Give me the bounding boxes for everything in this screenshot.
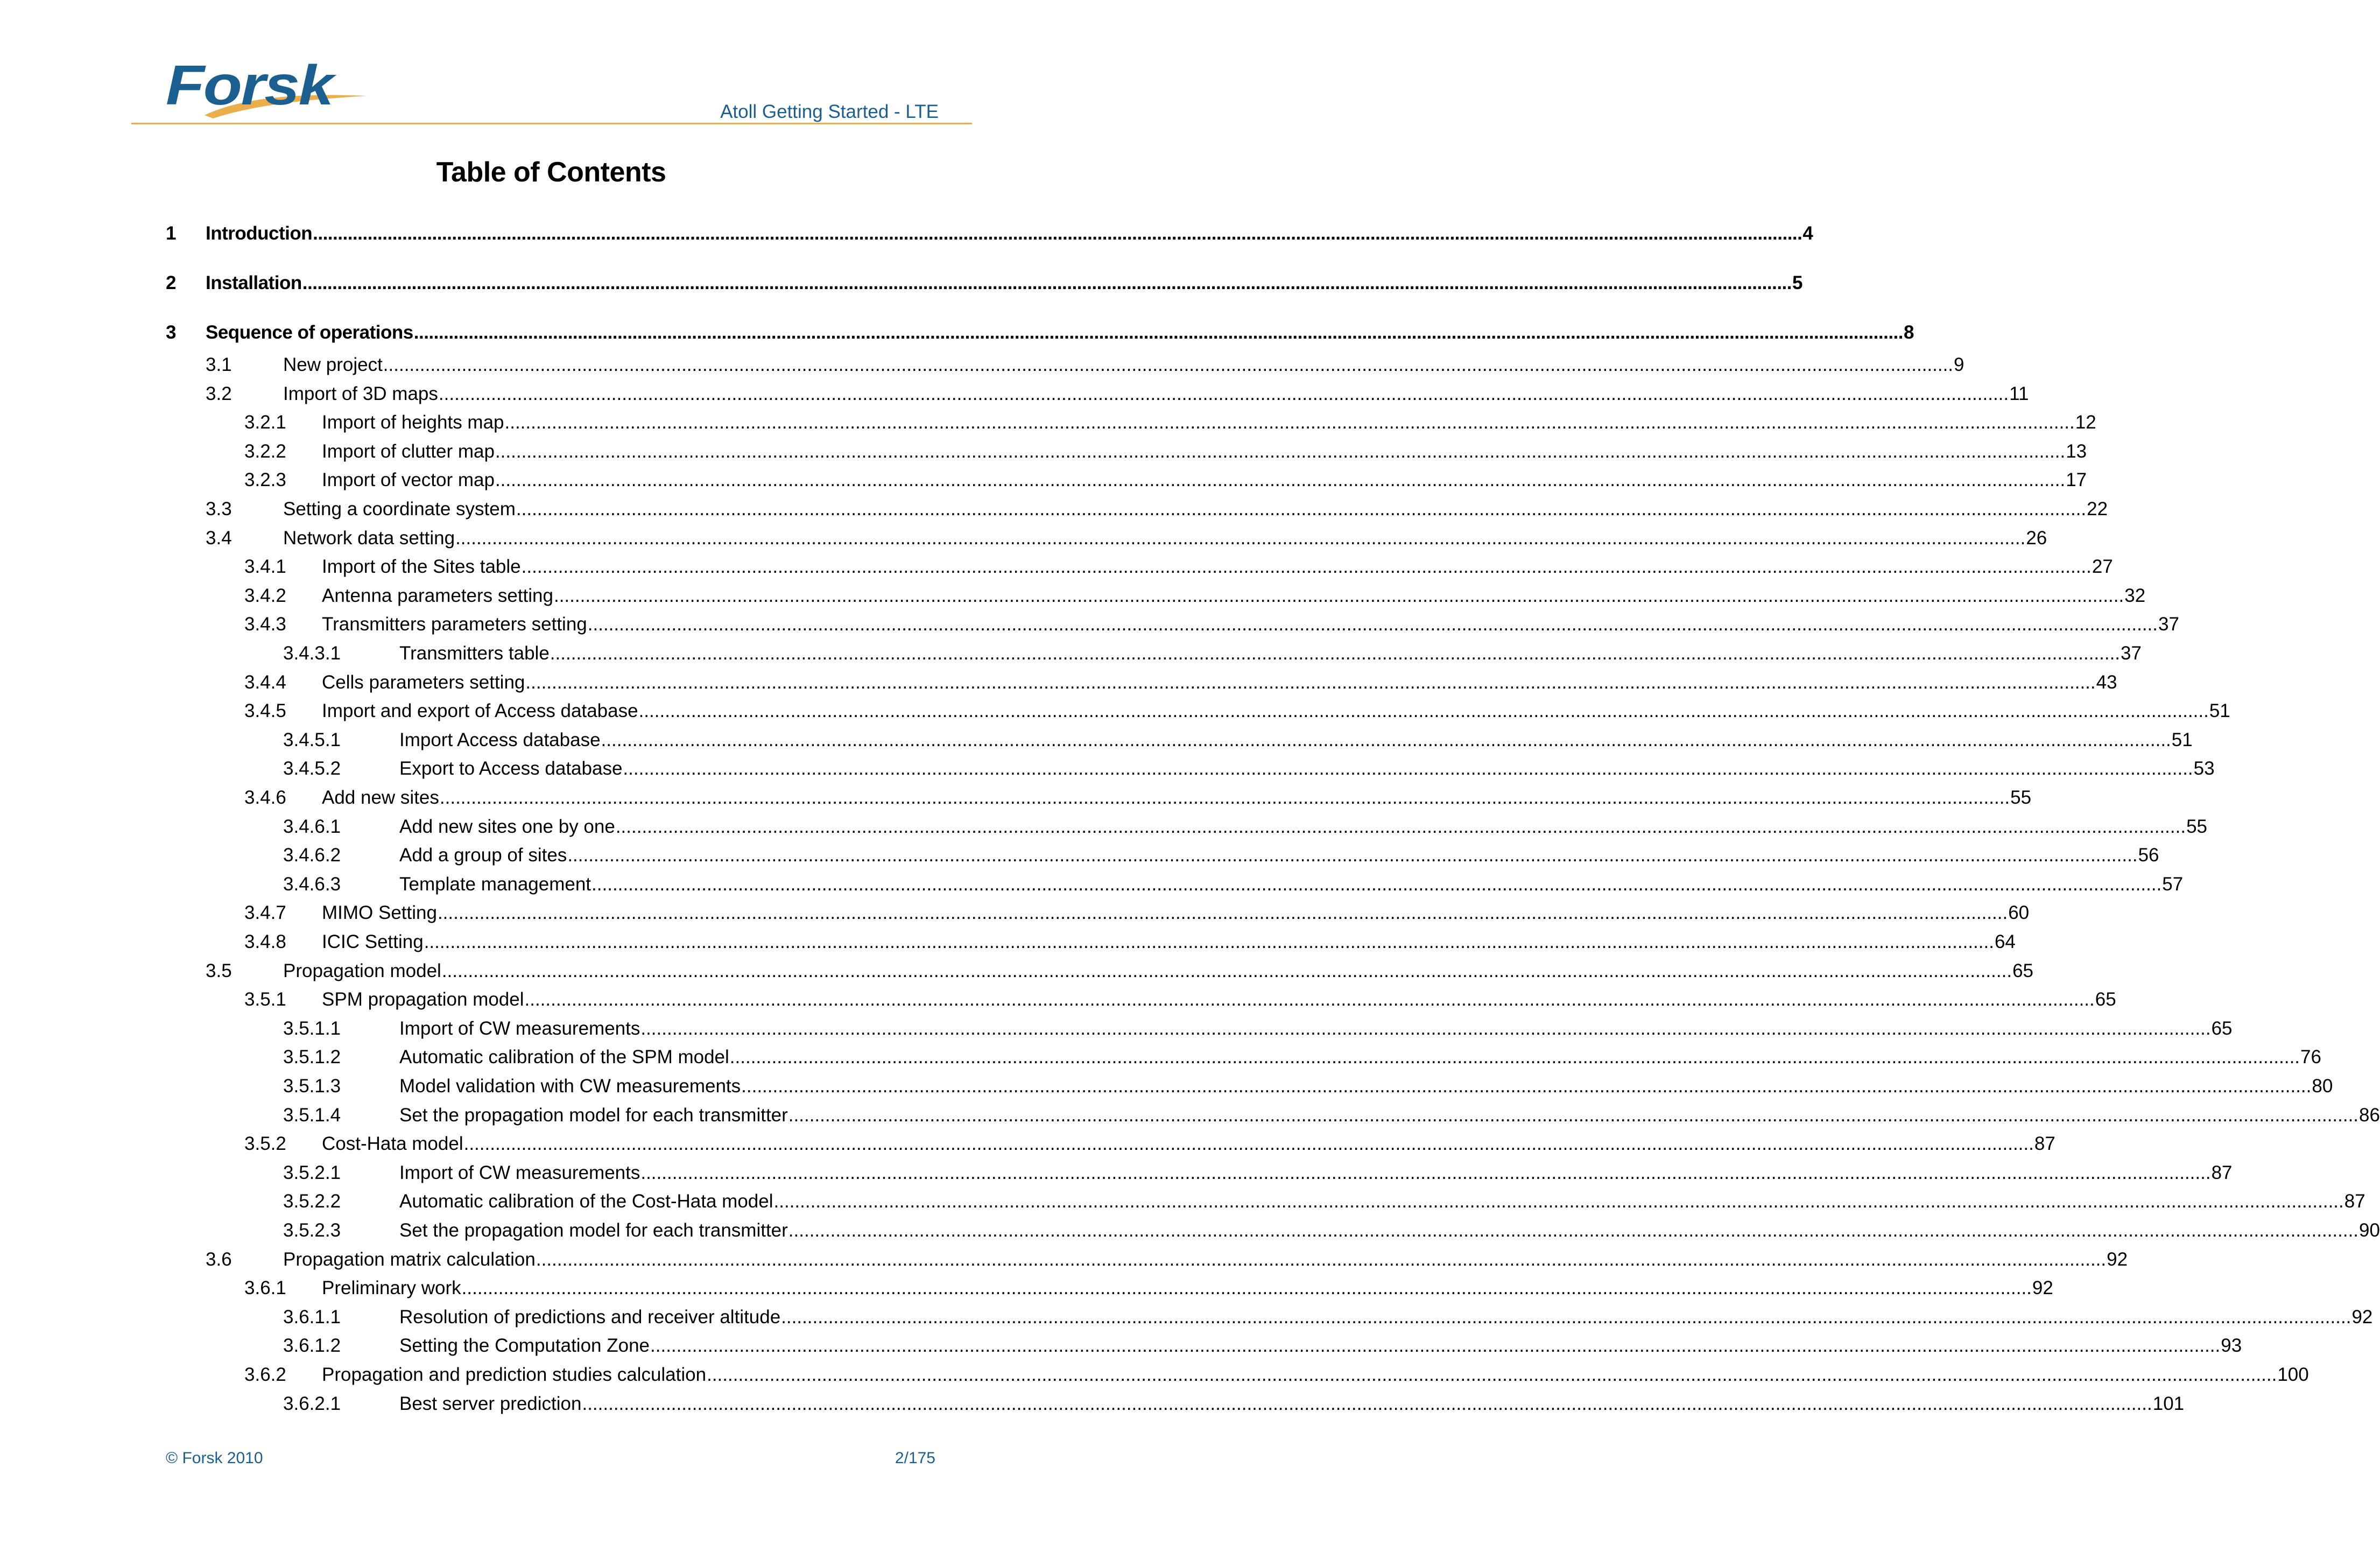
toc-entry[interactable] bbox=[0, 1045, 2321, 1069]
toc-entry[interactable] bbox=[0, 901, 2030, 925]
toc-entry[interactable] bbox=[0, 1305, 2373, 1329]
toc-entry[interactable] bbox=[0, 757, 2215, 781]
dot-leader: ............................................................................................................................................................................................................................................................................................................ bbox=[640, 1018, 2211, 1039]
dot-leader: ............................................................................................................................................................................................................................................................................................................ bbox=[441, 960, 2012, 981]
toc-entry-label: New project bbox=[283, 354, 383, 375]
toc-entry-number: 3.5.1 bbox=[244, 989, 286, 1010]
toc-entry-label: Set the propagation model for each transmitter bbox=[399, 1105, 788, 1126]
dot-leader: ............................................................................................................................................................................................................................................................................................................ bbox=[437, 902, 2008, 923]
dot-leader: ............................................................................................................................................................................................................................................................................................................ bbox=[781, 1307, 2351, 1328]
dot-leader: ............................................................................................................................................................................................................................................................................................................ bbox=[788, 1105, 2359, 1126]
toc-entry-page: 26 bbox=[2026, 528, 2047, 549]
toc-entry-page: 27 bbox=[2092, 556, 2113, 577]
toc-entry[interactable] bbox=[0, 988, 2116, 1012]
toc-entry-number: 3.6.1 bbox=[244, 1277, 286, 1298]
toc-title: Table of Contents bbox=[436, 157, 666, 188]
toc-entry-label: Automatic calibration of the Cost-Hata model bbox=[399, 1191, 773, 1212]
toc-entry-number: 3.2.2 bbox=[244, 441, 286, 462]
toc-entry[interactable] bbox=[0, 1132, 2055, 1156]
toc-entry-label: Import of vector map bbox=[322, 469, 495, 490]
toc-entry-number: 3.2.3 bbox=[244, 469, 286, 490]
toc-entry[interactable] bbox=[0, 584, 2146, 608]
toc-entry[interactable] bbox=[0, 1334, 2242, 1358]
toc-entry-page: 12 bbox=[2075, 412, 2096, 433]
toc-entry-label: Cost-Hata model bbox=[322, 1133, 463, 1154]
toc-entry[interactable] bbox=[0, 497, 2108, 521]
toc-entry-label: Propagation and prediction studies calculation bbox=[322, 1364, 707, 1385]
toc-entry-label: Import of heights map bbox=[322, 412, 504, 433]
toc-entry[interactable] bbox=[0, 613, 2179, 636]
toc-entry[interactable] bbox=[0, 382, 2029, 406]
dot-leader: ............................................................................................................................................................................................................................................................................................................ bbox=[623, 758, 2193, 779]
toc-entry-page: 37 bbox=[2158, 614, 2179, 635]
dot-leader: ............................................................................................................................................................................................................................................................................................................ bbox=[638, 700, 2209, 721]
toc-entry-number: 3.1 bbox=[206, 354, 232, 375]
toc-entry[interactable] bbox=[0, 271, 1802, 295]
toc-entry-page: 93 bbox=[2221, 1335, 2242, 1356]
toc-entry-number: 3.5.1.3 bbox=[283, 1076, 341, 1097]
toc-entry-page: 13 bbox=[2066, 441, 2087, 462]
toc-entry-number: 3.5.2.3 bbox=[283, 1220, 341, 1241]
toc-entry-page: 22 bbox=[2087, 498, 2108, 519]
toc-entry[interactable] bbox=[0, 642, 2142, 665]
toc-entry-label: Network data setting bbox=[283, 528, 455, 549]
toc-entry[interactable] bbox=[0, 873, 2184, 896]
toc-entry-page: 32 bbox=[2124, 585, 2146, 606]
toc-entry-label: Antenna parameters setting bbox=[322, 585, 553, 606]
toc-entry-label: SPM propagation model bbox=[322, 989, 524, 1010]
toc-entry[interactable] bbox=[0, 1363, 2309, 1387]
toc-entry-number: 3.6.1.2 bbox=[283, 1335, 341, 1356]
toc-entry-page: 57 bbox=[2162, 874, 2184, 895]
toc-entry-page: 101 bbox=[2152, 1393, 2185, 1414]
toc-entry-page: 37 bbox=[2121, 643, 2142, 664]
toc-entry-number: 3.5.1.1 bbox=[283, 1018, 341, 1039]
toc-entry-page: 64 bbox=[1994, 931, 2016, 952]
toc-entry[interactable] bbox=[0, 321, 1914, 345]
toc-entry-number: 3.4.4 bbox=[244, 672, 286, 693]
toc-entry[interactable] bbox=[0, 1248, 2128, 1272]
dot-leader: ............................................................................................................................................................................................................................................................................................................ bbox=[741, 1076, 2312, 1097]
toc-entry-number: 3.6 bbox=[206, 1249, 232, 1270]
toc-entry[interactable] bbox=[0, 815, 2208, 839]
toc-entry-number: 3.4.6.2 bbox=[283, 845, 341, 866]
toc-entry[interactable] bbox=[0, 468, 2087, 492]
toc-entry-label: Transmitters parameters setting bbox=[322, 614, 587, 635]
toc-entry-number: 3.4.8 bbox=[244, 931, 286, 952]
toc-entry-page: 65 bbox=[2211, 1018, 2233, 1039]
toc-entry-number: 3.4.5.2 bbox=[283, 758, 341, 779]
toc-entry[interactable] bbox=[0, 1219, 2380, 1242]
dot-leader: ............................................................................................................................................................................................................................................................................................................ bbox=[495, 469, 2066, 490]
toc-entry-number: 3.4.2 bbox=[244, 585, 286, 606]
toc-entry-number: 3.5.2 bbox=[244, 1133, 286, 1154]
logo-wordmark: Forsk bbox=[166, 54, 337, 117]
dot-leader: ............................................................................................................................................................................................................................................................................................................ bbox=[463, 1133, 2034, 1154]
toc-entry-label: Automatic calibration of the SPM model bbox=[399, 1047, 729, 1068]
toc-entry[interactable] bbox=[0, 671, 2117, 694]
toc-entry-page: 9 bbox=[1954, 354, 1964, 375]
toc-entry-label: Sequence of operations bbox=[206, 322, 413, 343]
toc-entry-page: 76 bbox=[2300, 1047, 2321, 1068]
dot-leader: ............................................................................................................................................................................................................................................................................................................ bbox=[773, 1191, 2344, 1212]
toc-entry-label: ICIC Setting bbox=[322, 931, 424, 952]
toc-entry[interactable] bbox=[0, 411, 2096, 434]
toc-entry-number: 2 bbox=[166, 272, 176, 293]
toc-entry-number: 3.4.7 bbox=[244, 902, 286, 923]
dot-leader: ............................................................................................................................................................................................................................................................................................................ bbox=[504, 412, 2075, 433]
toc-entry-label: Model validation with CW measurements bbox=[399, 1076, 741, 1097]
dot-leader: ............................................................................................................................................................................................................................................................................................................ bbox=[592, 874, 2162, 895]
toc-entry-label: Export to Access database bbox=[399, 758, 623, 779]
toc-entry-number: 3.4.6.3 bbox=[283, 874, 341, 895]
toc-entry-label: Cells parameters setting bbox=[322, 672, 525, 693]
toc-entry-page: 4 bbox=[1802, 223, 1813, 244]
dot-leader: ............................................................................................................................................................................................................................................................................................................ bbox=[550, 643, 2121, 664]
toc-entry-number: 3.4.3 bbox=[244, 614, 286, 635]
toc-entry[interactable] bbox=[0, 728, 2193, 752]
toc-entry-number: 3.2 bbox=[206, 383, 232, 404]
toc-entry-page: 43 bbox=[2096, 672, 2117, 693]
toc-entry-label: Import of 3D maps bbox=[283, 383, 438, 404]
toc-entry-label: Import Access database bbox=[399, 729, 601, 750]
toc-entry-number: 3.5.2.1 bbox=[283, 1162, 341, 1183]
dot-leader: ............................................................................................................................................................................................................................................................................................................ bbox=[302, 272, 1792, 293]
toc-entry-page: 55 bbox=[2010, 787, 2032, 808]
toc-entry[interactable] bbox=[0, 1104, 2380, 1127]
toc-entry-label: Setting the Computation Zone bbox=[399, 1335, 650, 1356]
toc-entry-label: Introduction bbox=[206, 223, 313, 244]
toc-entry-page: 87 bbox=[2344, 1191, 2365, 1212]
toc-entry-number: 3.4.6 bbox=[244, 787, 286, 808]
toc-entry[interactable] bbox=[0, 222, 1813, 245]
toc-entry-label: Import of CW measurements bbox=[399, 1018, 640, 1039]
toc-entry[interactable] bbox=[0, 1075, 2333, 1098]
dot-leader: ............................................................................................................................................................................................................................................................................................................ bbox=[516, 498, 2087, 519]
toc-entry-label: Import of the Sites table bbox=[322, 556, 521, 577]
toc-entry-page: 86 bbox=[2359, 1105, 2380, 1126]
toc-entry-label: Setting a coordinate system bbox=[283, 498, 516, 519]
footer-copyright: © Forsk 2010 bbox=[166, 1449, 263, 1467]
toc-entry-page: 8 bbox=[1904, 322, 1914, 343]
toc-entry[interactable] bbox=[0, 1276, 2053, 1300]
dot-leader: ............................................................................................................................................................................................................................................................................................................ bbox=[455, 528, 2026, 549]
dot-leader: ............................................................................................................................................................................................................................................................................................................ bbox=[424, 931, 1994, 952]
toc-entry-number: 3.4.5 bbox=[244, 700, 286, 721]
toc-entry[interactable] bbox=[0, 1392, 2185, 1416]
dot-leader: ............................................................................................................................................................................................................................................................................................................ bbox=[413, 322, 1903, 343]
toc-entry-label: Import and export of Access database bbox=[322, 700, 638, 721]
toc-entry-number: 3.2.1 bbox=[244, 412, 286, 433]
toc-entry[interactable] bbox=[0, 1161, 2233, 1185]
dot-leader: ............................................................................................................................................................................................................................................................................................................ bbox=[650, 1335, 2221, 1356]
dot-leader: ............................................................................................................................................................................................................................................................................................................ bbox=[383, 354, 1954, 375]
toc-entry[interactable] bbox=[0, 526, 2047, 550]
toc-entry-page: 11 bbox=[2009, 383, 2029, 404]
toc-entry-label: Add new sites bbox=[322, 787, 439, 808]
toc-entry-label: Preliminary work bbox=[322, 1277, 461, 1298]
toc-entry-number: 3.4.3.1 bbox=[283, 643, 341, 664]
toc-entry-number: 3.6.2 bbox=[244, 1364, 286, 1385]
toc-entry-label: Resolution of predictions and receiver altitude bbox=[399, 1307, 781, 1328]
toc-entry-label: Set the propagation model for each transmitter bbox=[399, 1220, 788, 1241]
toc-entry[interactable] bbox=[0, 786, 2032, 810]
toc-entry-page: 60 bbox=[2008, 902, 2030, 923]
dot-leader: ............................................................................................................................................................................................................................................................................................................ bbox=[536, 1249, 2107, 1270]
toc-entry-number: 1 bbox=[166, 223, 176, 244]
toc-entry[interactable] bbox=[0, 959, 2033, 983]
toc-entry[interactable] bbox=[0, 440, 2087, 464]
dot-leader: ............................................................................................................................................................................................................................................................................................................ bbox=[439, 787, 2010, 808]
toc-entry-label: Import of clutter map bbox=[322, 441, 495, 462]
toc-entry-page: 87 bbox=[2034, 1133, 2055, 1154]
toc-entry-label: Propagation model bbox=[283, 960, 441, 981]
toc-entry-number: 3.4.5.1 bbox=[283, 729, 341, 750]
dot-leader: ............................................................................................................................................................................................................................................................................................................ bbox=[524, 989, 2095, 1010]
toc-entry-number: 3.6.1.1 bbox=[283, 1307, 341, 1328]
toc-entry[interactable] bbox=[0, 844, 2159, 867]
toc-entry[interactable] bbox=[0, 1017, 2233, 1041]
dot-leader: ............................................................................................................................................................................................................................................................................................................ bbox=[640, 1162, 2211, 1183]
footer-page-number: 2/175 bbox=[895, 1449, 935, 1467]
toc-entry-number: 3.3 bbox=[206, 498, 232, 519]
toc-entry[interactable] bbox=[0, 353, 1964, 377]
dot-leader: ............................................................................................................................................................................................................................................................................................................ bbox=[601, 729, 2171, 750]
dot-leader: ............................................................................................................................................................................................................................................................................................................ bbox=[788, 1220, 2359, 1241]
toc-entry-page: 92 bbox=[2032, 1277, 2053, 1298]
toc-entry-label: Best server prediction bbox=[399, 1393, 582, 1414]
dot-leader: ............................................................................................................................................................................................................................................................................................................ bbox=[461, 1277, 2032, 1298]
toc-entry-label: Installation bbox=[206, 272, 302, 293]
toc-entry-number: 3.4 bbox=[206, 528, 232, 549]
dot-leader: ............................................................................................................................................................................................................................................................................................................ bbox=[495, 441, 2066, 462]
toc-entry-number: 3.5.1.2 bbox=[283, 1047, 341, 1068]
dot-leader: ............................................................................................................................................................................................................................................................................................................ bbox=[707, 1364, 2277, 1385]
toc-entry[interactable] bbox=[0, 555, 2113, 579]
toc-entry-page: 92 bbox=[2107, 1249, 2128, 1270]
dot-leader: ............................................................................................................................................................................................................................................................................................................ bbox=[729, 1047, 2300, 1068]
toc-entry-number: 3.6.2.1 bbox=[283, 1393, 341, 1414]
dot-leader: ............................................................................................................................................................................................................................................................................................................ bbox=[438, 383, 2009, 404]
dot-leader: ............................................................................................................................................................................................................................................................................................................ bbox=[582, 1393, 2152, 1414]
toc-entry-page: 5 bbox=[1792, 272, 1802, 293]
toc-entry[interactable] bbox=[0, 1190, 2365, 1213]
toc-entry-label: Add a group of sites bbox=[399, 845, 567, 866]
dot-leader: ............................................................................................................................................................................................................................................................................................................ bbox=[587, 614, 2158, 635]
toc-entry-number: 3.5 bbox=[206, 960, 232, 981]
toc-entry-page: 80 bbox=[2312, 1076, 2333, 1097]
toc-entry-page: 55 bbox=[2186, 816, 2208, 837]
document-title: Atoll Getting Started - LTE bbox=[720, 101, 939, 122]
dot-leader: ............................................................................................................................................................................................................................................................................................................ bbox=[615, 816, 2186, 837]
dot-leader: ............................................................................................................................................................................................................................................................................................................ bbox=[521, 556, 2092, 577]
toc-entry-label: Add new sites one by one bbox=[399, 816, 615, 837]
toc-entry-label: Import of CW measurements bbox=[399, 1162, 640, 1183]
toc-entry-number: 3.5.2.2 bbox=[283, 1191, 341, 1212]
toc-entry-page: 51 bbox=[2171, 729, 2193, 750]
toc-entry-number: 3 bbox=[166, 322, 176, 343]
toc-entry-page: 56 bbox=[2138, 845, 2159, 866]
toc-entry-page: 87 bbox=[2211, 1162, 2233, 1183]
toc-entry-number: 3.5.1.4 bbox=[283, 1105, 341, 1126]
toc-entry-page: 65 bbox=[2095, 989, 2116, 1010]
toc-entry-page: 90 bbox=[2359, 1220, 2380, 1241]
forsk-logo bbox=[161, 52, 377, 127]
toc-entry-label: Propagation matrix calculation bbox=[283, 1249, 536, 1270]
dot-leader: ............................................................................................................................................................................................................................................................................................................ bbox=[553, 585, 2124, 606]
toc-entry[interactable] bbox=[0, 699, 2230, 723]
toc-entry[interactable] bbox=[0, 930, 2016, 954]
dot-leader: ............................................................................................................................................................................................................................................................................................................ bbox=[567, 845, 2138, 866]
toc-entry-label: Transmitters table bbox=[399, 643, 550, 664]
dot-leader: ............................................................................................................................................................................................................................................................................................................ bbox=[313, 223, 1802, 244]
toc-entry-number: 3.4.1 bbox=[244, 556, 286, 577]
toc-entry-page: 92 bbox=[2351, 1307, 2373, 1328]
header-divider bbox=[131, 123, 972, 124]
toc-entry-page: 65 bbox=[2012, 960, 2033, 981]
toc-entry-number: 3.4.6.1 bbox=[283, 816, 341, 837]
toc-entry-page: 51 bbox=[2209, 700, 2230, 721]
toc-entry-page: 17 bbox=[2066, 469, 2087, 490]
toc-entry-label: Template management bbox=[399, 874, 592, 895]
toc-entry-page: 100 bbox=[2277, 1364, 2309, 1385]
toc-entry-page: 53 bbox=[2193, 758, 2215, 779]
dot-leader: ............................................................................................................................................................................................................................................................................................................ bbox=[525, 672, 2096, 693]
toc-entry-label: MIMO Setting bbox=[322, 902, 437, 923]
